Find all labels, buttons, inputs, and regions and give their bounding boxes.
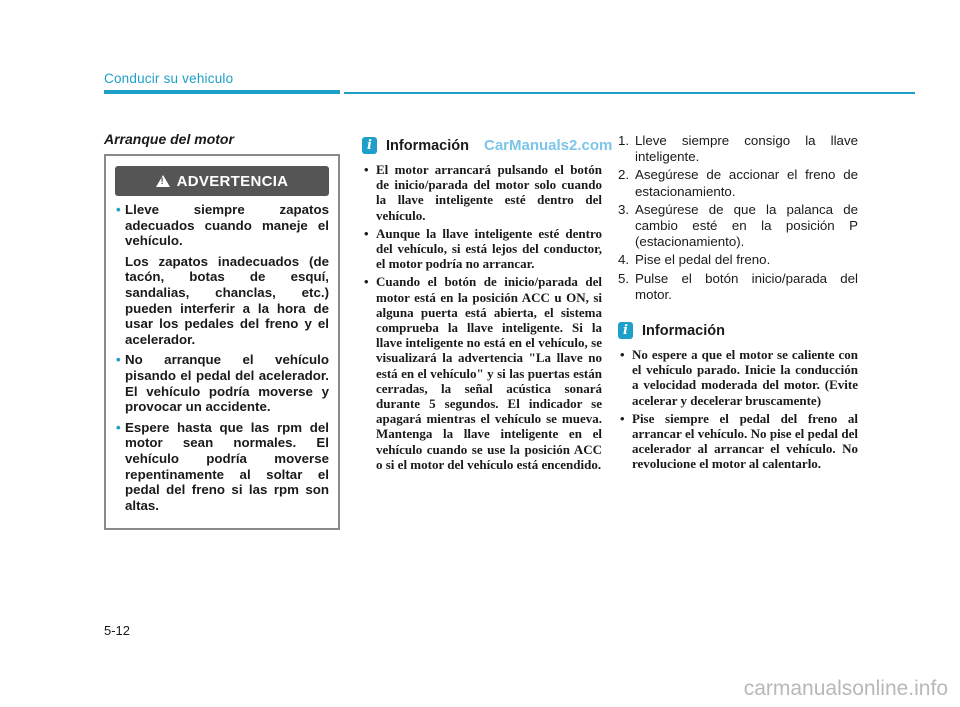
step-text: Lleve siempre consigo la llave inteligente. <box>635 133 858 165</box>
info-list <box>362 162 602 475</box>
bullet-icon: • <box>364 274 369 290</box>
info-icon: i <box>362 137 377 154</box>
warning-body <box>116 202 329 518</box>
list-item-text: Pise siempre el pedal del freno al arrancar el vehículo. No pise el pedal del acelerador al arrancar el vehículo. No revolucione el motor al calentarlo. <box>632 410 858 472</box>
step-item <box>618 271 858 303</box>
warning-label: ADVERTENCIA <box>176 172 289 190</box>
site-watermark: carmanualsonline.info <box>743 677 948 700</box>
list-item-text: El motor arrancará pulsando el botón de inicio/parada del motor solo cuando la llave inteligente esté dentro del vehículo. <box>376 162 602 223</box>
warning-header <box>115 166 329 196</box>
step-number: 1. <box>618 133 630 148</box>
steps-list <box>618 133 858 305</box>
bullet-icon: • <box>364 162 369 177</box>
warning-item-text: Espere hasta que las rpm del motor sean normales. El vehículo podría moverse repentinamente al soltar el pedal del freno si las rpm son altas. <box>125 419 329 513</box>
header-rule-thin <box>344 92 915 94</box>
warning-item-text: Lleve siempre zapatos adecuados cuando maneje el vehículo. <box>125 202 329 249</box>
list-item <box>618 411 858 472</box>
list-item <box>362 162 602 223</box>
step-number: 3. <box>618 201 630 217</box>
step-text: Asegúrese de accionar el freno de estacionamiento. <box>635 167 858 199</box>
step-number: 2. <box>618 167 630 183</box>
step-item <box>618 202 858 251</box>
warning-triangle-icon <box>156 175 170 187</box>
step-item <box>618 252 858 268</box>
list-item <box>618 347 858 408</box>
warning-item <box>116 352 329 414</box>
warning-box <box>104 154 340 530</box>
page-number: 5-12 <box>104 623 131 638</box>
step-number: 4. <box>618 252 630 268</box>
bullet-icon: • <box>116 419 121 435</box>
bullet-icon: • <box>116 352 121 368</box>
info-title: Información <box>386 137 469 154</box>
step-text: Pulse el botón inicio/parada del motor. <box>635 270 858 302</box>
list-item-text: Cuando el botón de inicio/parada del motor está en la posición ACC u ON, si alguna puerta está abierta, el sistema comprueba la llave inteligente. Si la llave inteligente no está en el vehículo, se visualizará la advertencia "La llave no está en el vehículo" y si las puertas están cerradas, la señal acústica sonará durante 5 segundos. El indicador se apagará mientras el vehículo se mueva. Mantenga la llave inteligente en el vehículo cuando se use la posición ACC o si el motor del vehículo está encendido. <box>376 274 602 472</box>
warning-item <box>116 202 329 249</box>
header-rule-thick <box>104 90 340 94</box>
list-item-text: No espere a que el motor se caliente con el vehículo parado. Inicie la conducción a velocidad moderada del motor. (Evite acelerar y decelerar bruscamente) <box>632 347 858 408</box>
info-heading <box>618 322 725 339</box>
section-title: Arranque del motor <box>104 131 234 147</box>
step-text: Asegúrese de que la palanca de cambio esté en la posición P (estacionamiento). <box>635 201 858 250</box>
info-title: Información <box>642 322 725 339</box>
info-heading <box>362 137 612 154</box>
page-header-title: Conducir su vehiculo <box>104 71 234 86</box>
bullet-icon: • <box>116 202 121 217</box>
step-item <box>618 133 858 165</box>
bullet-icon: • <box>620 410 625 426</box>
info-list <box>618 347 858 475</box>
warning-item-subtext: Los zapatos inadecuados (de tacón, botas de esquí, sandalias, chanclas, etc.) pueden interferir a la hora de usar los pedales del freno y el acelerador. <box>125 253 329 347</box>
info-icon: i <box>618 322 633 339</box>
list-item <box>362 226 602 272</box>
warning-item-text: No arranque el vehículo pisando el pedal del acelerador. El vehículo podría moverse y provocar un accidente. <box>125 352 329 415</box>
list-item-text: Aunque la llave inteligente esté dentro del vehículo, si está lejos del conductor, el motor podría no arrancar. <box>376 225 602 272</box>
list-item <box>362 274 602 472</box>
watermark-text: CarManuals2.com <box>483 137 613 154</box>
bullet-icon: • <box>620 347 625 362</box>
bullet-icon: • <box>364 225 369 241</box>
step-number: 5. <box>618 270 630 286</box>
warning-item <box>116 420 329 514</box>
step-item <box>618 167 858 199</box>
step-text: Pise el pedal del freno. <box>635 252 771 268</box>
